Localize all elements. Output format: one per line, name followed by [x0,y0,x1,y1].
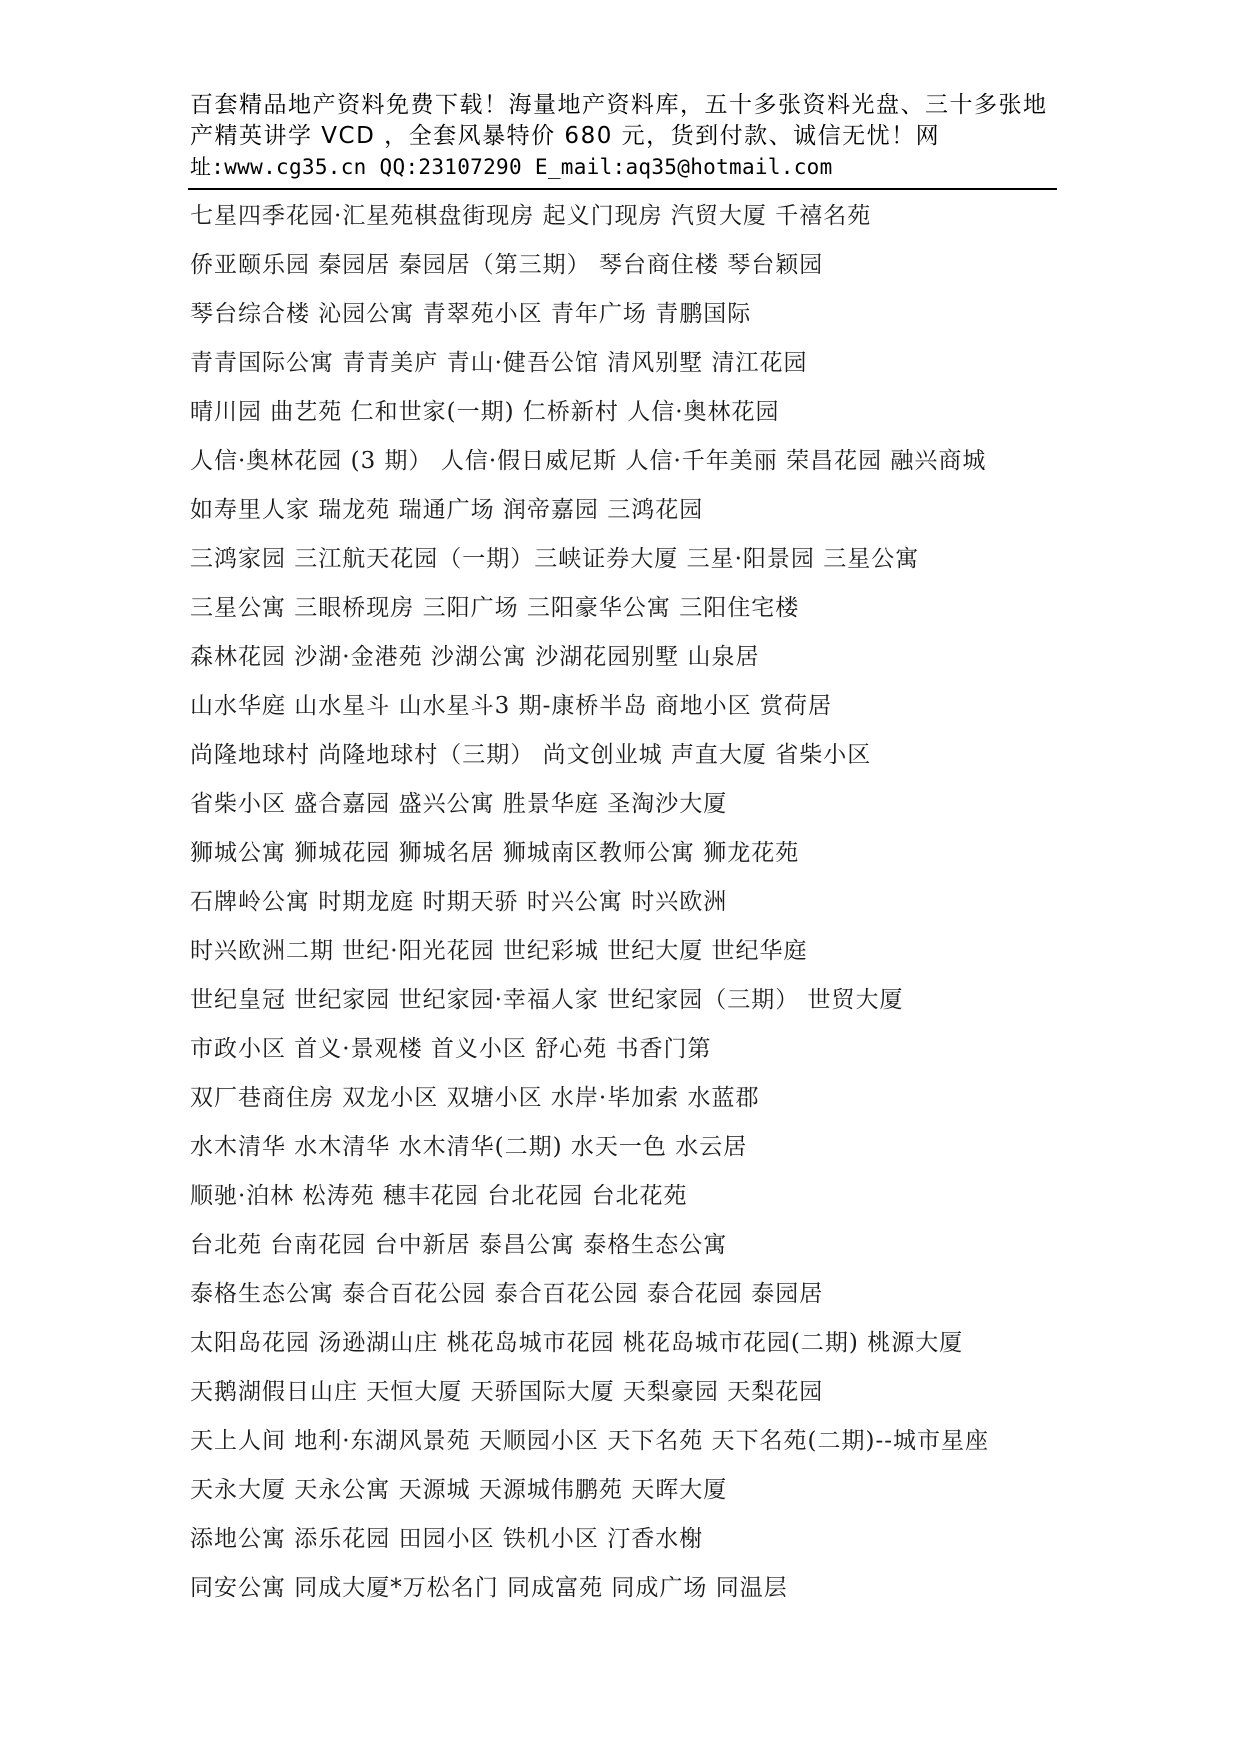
header-line-3: 址:www.cg35.cn QQ:23107290 E_mail:aq35@hotmail.com [190,155,833,179]
list-item: 天鹅湖假日山庄 天恒大厦 天骄国际大厦 天梨豪园 天梨花园 [190,1379,824,1405]
list-item: 尚隆地球村 尚隆地球村（三期） 尚文创业城 声直大厦 省柴小区 [190,742,872,768]
list-item: 如寿里人家 瑞龙苑 瑞通广场 润帝嘉园 三鸿花园 [190,497,704,523]
list-item: 同安公寓 同成大厦*万松名门 同成富苑 同成广场 同温层 [190,1575,788,1601]
list-item: 顺驰·泊林 松涛苑 穗丰花园 台北花园 台北花苑 [190,1183,688,1209]
list-item: 山水华庭 山水星斗 山水星斗3 期-康桥半岛 商地小区 赏荷居 [190,693,832,719]
page-header [190,90,1060,183]
list-item: 青青国际公寓 青青美庐 青山·健吾公馆 清风别墅 清江花园 [190,350,808,376]
header-divider [188,188,1057,190]
list-item: 三鸿家园 三江航天花园（一期）三峡证券大厦 三星·阳景园 三星公寓 [190,546,920,572]
list-item: 人信·奥林花园 (3 期） 人信·假日威尼斯 人信·千年美丽 荣昌花园 融兴商城 [190,448,987,474]
list-item: 晴川园 曲艺苑 仁和世家(一期) 仁桥新村 人信·奥林花园 [190,399,780,425]
header-line-1: 百套精品地产资料免费下载！海量地产资料库，五十多张资料光盘、三十多张地 [190,92,1048,118]
list-item: 天永大厦 天永公寓 天源城 天源城伟鹏苑 天晖大厦 [190,1477,728,1503]
list-item: 省柴小区 盛合嘉园 盛兴公寓 胜景华庭 圣淘沙大厦 [190,791,728,817]
property-list [190,196,1090,1617]
list-item: 双厂巷商住房 双龙小区 双塘小区 水岸·毕加索 水蓝郡 [190,1085,760,1111]
list-item: 森林花园 沙湖·金港苑 沙湖公寓 沙湖花园别墅 山泉居 [190,644,760,670]
list-item: 水木清华 水木清华 水木清华(二期) 水天一色 水云居 [190,1134,748,1160]
list-item: 琴台综合楼 沁园公寓 青翠苑小区 青年广场 青鹏国际 [190,301,752,327]
list-item: 天上人间 地利·东湖风景苑 天顺园小区 天下名苑 天下名苑(二期)--城市星座 [190,1428,990,1454]
list-item: 石牌岭公寓 时期龙庭 时期天骄 时兴公寓 时兴欧洲 [190,889,728,915]
list-item: 世纪皇冠 世纪家园 世纪家园·幸福人家 世纪家园（三期） 世贸大厦 [190,987,904,1013]
list-item: 太阳岛花园 汤逊湖山庄 桃花岛城市花园 桃花岛城市花园(二期) 桃源大厦 [190,1330,964,1356]
list-item: 泰格生态公寓 泰合百花公园 泰合百花公园 泰合花园 泰园居 [190,1281,824,1307]
list-item: 七星四季花园·汇星苑棋盘街现房 起义门现房 汽贸大厦 千禧名苑 [190,203,872,229]
list-item: 市政小区 首义·景观楼 首义小区 舒心苑 书香门第 [190,1036,712,1062]
list-item: 侨亚颐乐园 秦园居 秦园居（第三期） 琴台商住楼 琴台颖园 [190,252,824,278]
list-item: 三星公寓 三眼桥现房 三阳广场 三阳豪华公寓 三阳住宅楼 [190,595,800,621]
list-item: 添地公寓 添乐花园 田园小区 铁机小区 汀香水榭 [190,1526,704,1552]
list-item: 台北苑 台南花园 台中新居 泰昌公寓 泰格生态公寓 [190,1232,728,1258]
list-item: 狮城公寓 狮城花园 狮城名居 狮城南区教师公寓 狮龙花苑 [190,840,800,866]
header-line-2: 产精英讲学 VCD ，全套风暴特价 680 元，货到付款、诚信无忧！网 [190,123,941,149]
list-item: 时兴欧洲二期 世纪·阳光花园 世纪彩城 世纪大厦 世纪华庭 [190,938,808,964]
